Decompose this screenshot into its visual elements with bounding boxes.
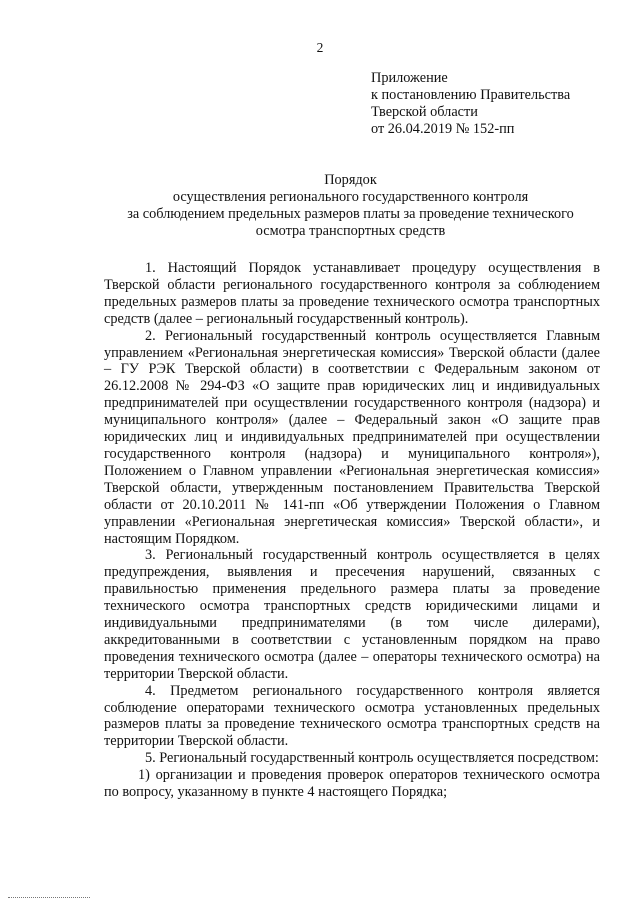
title-line: осуществления регионального государственного контроля (172, 188, 529, 205)
document-body (104, 260, 600, 801)
title-line: Порядок (324, 172, 377, 188)
appendix-line: Приложение (371, 70, 448, 86)
footer-rule (8, 897, 90, 898)
page-number: 2 (316, 40, 324, 55)
subparagraph-1: 1) организации и проведения проверок операторов технического осмотра по вопросу, указанному в пункте 4 настоящего Порядка; (104, 767, 600, 801)
appendix-line: Тверской области (371, 103, 478, 120)
appendix-line: от 26.04.2019 № 152-пп (371, 120, 515, 137)
paragraph-3: 3. Региональный государственный контроль осуществляется в целях предупреждения, выявления и пресечения нарушений, связанных с правильностью применения предельного размера платы за проведение технического осмотра транспортных средств юридическими лицами и индивидуальными предпринимателями (в том числе дилерами), аккредитованными в соответствии с установленным порядком на право проведения технического осмотра (далее – операторы технического осмотра) на территории Тверской области. (104, 547, 600, 682)
appendix-line: к постановлению Правительства (371, 86, 571, 103)
title-line: за соблюдением предельных размеров платы за проведение технического (127, 205, 574, 222)
paragraph-4: 4. Предметом регионального государственного контроля является соблюдение операторами технического осмотра установленных предельных размеров платы за проведение технического осмотра транспортных средств на территории Тверской области. (104, 682, 600, 750)
title-line: осмотра транспортных средств (255, 222, 446, 239)
paragraph-1: 1. Настоящий Порядок устанавливает процедуру осуществления в Тверской области регионального государственного контроля за соблюдением предельных размеров платы за проведение технического осмотра транспортных средств (далее – региональный государственный контроль). (104, 260, 600, 327)
paragraph-5: 5. Региональный государственный контроль осуществляется посредством: (145, 750, 599, 767)
paragraph-2: 2. Региональный государственный контроль осуществляется Главным управлением «Региональная энергетическая комиссия» Тверской области (далее – ГУ РЭК Тверской области) в соответствии с Федеральным законом от 26.12.2008 № 294-ФЗ «О защите прав юридических лиц и индивидуальных предпринимателей при осуществлении государственного контроля (надзора) и муниципального контроля» (далее – Федеральный закон «О защите прав юридических лиц и индивидуальных предпринимателей при осуществлении государственного контроля (надзора) и муниципального контроля»), Положением о Главном управлении «Региональная энергетическая комиссия» Тверской области, утвержденным постановлением Правительства Тверской области от 20.10.2011 № 141-пп «Об утверждении Положения о Главном управлении «Региональная энергетическая комиссия» Тверской области», и настоящим Порядком. (104, 327, 600, 547)
appendix-block (371, 70, 621, 138)
document-title (100, 172, 601, 240)
